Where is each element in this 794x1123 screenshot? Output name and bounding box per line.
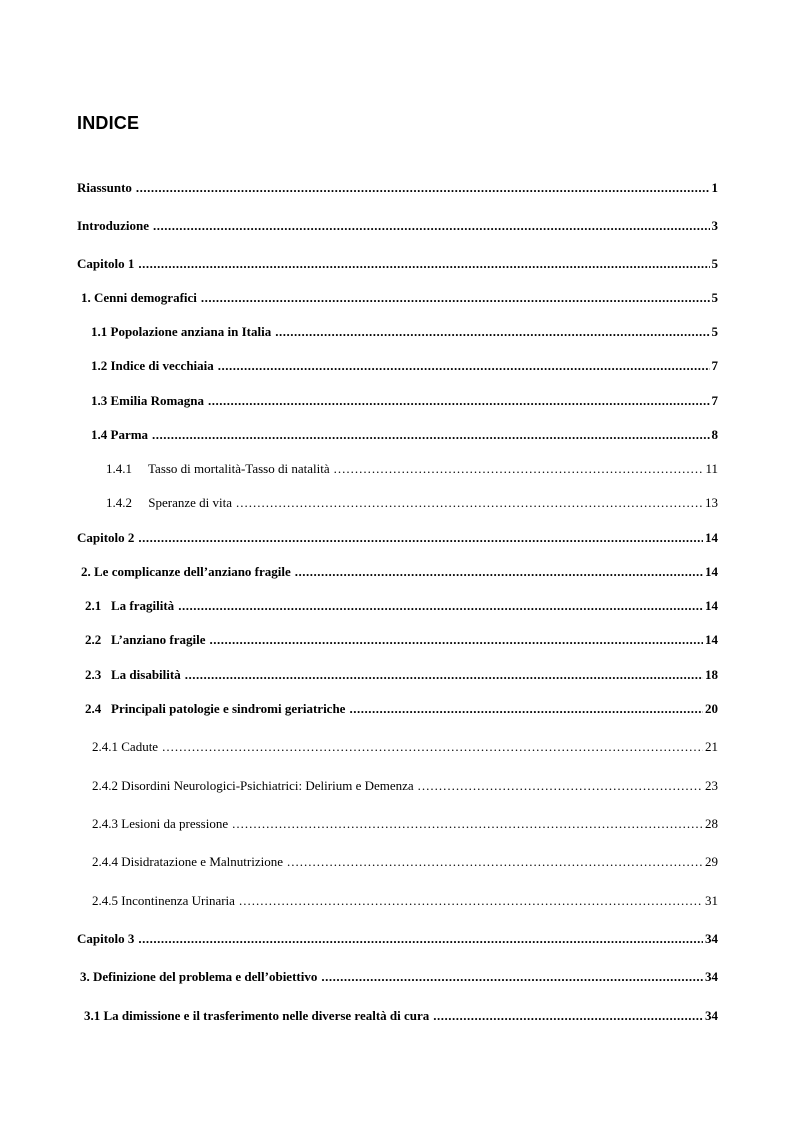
toc-entry-label: 3. Definizione del problema e dell’obiettivo <box>80 969 318 984</box>
toc-entry-cenni-demografici[interactable] <box>81 286 718 306</box>
leader-dots <box>138 256 709 272</box>
toc-entry-page: 34 <box>705 931 718 946</box>
leader-dots <box>239 893 703 909</box>
leader-dots <box>418 778 703 794</box>
toc-entry-dimissione[interactable] <box>84 1004 718 1024</box>
toc-entry-capitolo-2[interactable] <box>77 526 718 546</box>
leader-dots <box>236 495 703 511</box>
leader-dots <box>201 290 710 306</box>
toc-entry-label: 1.3 Emilia Romagna <box>91 393 205 408</box>
toc-entry-label: 2. Le complicanze dell’anziano fragile <box>81 564 291 579</box>
toc-entry-page: 23 <box>705 778 718 793</box>
toc-entry-lesioni[interactable] <box>92 812 718 832</box>
leader-dots <box>275 324 709 340</box>
toc-entry-label: Introduzione <box>77 218 149 233</box>
toc-entry-page: 11 <box>705 461 718 476</box>
toc-entry-introduzione[interactable] <box>77 214 718 234</box>
toc-entry-page: 31 <box>705 893 718 908</box>
toc-entry-label: 2.4.2 Disordini Neurologici-Psichiatrici: Delirium e Demenza <box>92 778 414 793</box>
toc-entry-label: 2.4.5 Incontinenza Urinaria <box>92 893 235 908</box>
leader-dots <box>334 461 704 477</box>
toc-entry-label: 2.3 La disabilità <box>85 667 181 682</box>
toc-entry-label: 1.1 Popolazione anziana in Italia <box>91 324 272 339</box>
toc-entry-page: 29 <box>705 854 718 869</box>
toc-entry-fragilita[interactable] <box>85 594 718 614</box>
leader-dots <box>210 632 704 648</box>
toc-entry-page: 5 <box>711 324 718 339</box>
toc-entry-label: 1.4.2 Speranze di vita <box>106 495 232 510</box>
toc-entry-page: 14 <box>705 598 718 613</box>
leader-dots <box>138 931 703 947</box>
toc-entry-label: Capitolo 2 <box>77 530 135 545</box>
toc-entry-patologie[interactable] <box>85 697 718 717</box>
toc-entry-page: 13 <box>705 495 718 510</box>
toc-entry-label: 3.1 La dimissione e il trasferimento nelle diverse realtà di cura <box>84 1008 430 1023</box>
toc-entry-page: 7 <box>711 393 718 408</box>
toc-entry-disidratazione[interactable] <box>92 850 718 870</box>
leader-dots <box>321 969 703 985</box>
toc-entry-page: 5 <box>711 290 718 305</box>
leader-dots <box>349 701 703 717</box>
leader-dots <box>185 667 703 683</box>
leader-dots <box>138 530 703 546</box>
leader-dots <box>178 598 703 614</box>
leader-dots <box>287 854 703 870</box>
toc-entry-label: 2.1 La fragilità <box>85 598 175 613</box>
toc-entry-page: 14 <box>705 632 718 647</box>
toc-entry-tasso-mortalita[interactable] <box>106 457 718 477</box>
leader-dots <box>152 427 709 443</box>
toc-entry-label: 1.4 Parma <box>91 427 149 442</box>
toc-entry-page: 8 <box>711 427 718 442</box>
toc-entry-page: 14 <box>705 530 718 545</box>
toc-entry-page: 3 <box>711 218 718 233</box>
toc-entry-page: 1 <box>711 180 718 195</box>
toc-entry-label: Riassunto <box>77 180 132 195</box>
toc-entry-incontinenza[interactable] <box>92 889 718 909</box>
leader-dots <box>136 180 710 196</box>
leader-dots <box>433 1008 703 1024</box>
page-title: INDICE <box>77 113 140 133</box>
leader-dots <box>208 393 709 409</box>
toc-entry-popolazione-anziana[interactable] <box>91 320 718 340</box>
leader-dots <box>162 739 703 755</box>
toc-entry-page: 18 <box>705 667 718 682</box>
toc-entry-page: 14 <box>705 564 718 579</box>
toc-entry-page: 28 <box>705 816 718 831</box>
toc-entry-label: 1.2 Indice di vecchiaia <box>91 358 214 373</box>
toc-entry-anziano-fragile[interactable] <box>85 628 718 648</box>
toc-entry-indice-vecchiaia[interactable] <box>91 354 718 374</box>
toc-entry-page: 5 <box>711 256 718 271</box>
leader-dots <box>218 358 710 374</box>
toc-entry-label: 2.4.4 Disidratazione e Malnutrizione <box>92 854 283 869</box>
leader-dots <box>232 816 703 832</box>
toc-entry-page: 7 <box>711 358 718 373</box>
toc-entry-capitolo-3[interactable] <box>77 927 718 947</box>
toc-entry-complicanze[interactable] <box>81 560 718 580</box>
toc-entry-label: 1. Cenni demografici <box>81 290 197 305</box>
leader-dots <box>153 218 710 234</box>
toc-entry-page: 20 <box>705 701 718 716</box>
toc-entry-cadute[interactable] <box>92 735 718 755</box>
leader-dots <box>295 564 703 580</box>
toc-entry-emilia-romagna[interactable] <box>91 389 718 409</box>
toc-entry-definizione-problema[interactable] <box>80 965 718 985</box>
toc-entry-page: 34 <box>705 969 718 984</box>
toc-entry-label: Capitolo 3 <box>77 931 135 946</box>
toc-entry-label: 1.4.1 Tasso di mortalità-Tasso di natalità <box>106 461 330 476</box>
toc-entry-label: 2.4.3 Lesioni da pressione <box>92 816 229 831</box>
toc-entry-parma[interactable] <box>91 423 718 443</box>
toc-entry-disabilita[interactable] <box>85 663 718 683</box>
toc-entry-speranze-vita[interactable] <box>106 491 718 511</box>
toc-entry-page: 34 <box>705 1008 718 1023</box>
toc-entry-label: 2.4 Principali patologie e sindromi geriatriche <box>85 701 346 716</box>
toc-entry-capitolo-1[interactable] <box>77 252 718 272</box>
toc-entry-riassunto[interactable] <box>77 176 718 196</box>
toc-entry-page: 21 <box>705 739 718 754</box>
toc-entry-label: 2.2 L’anziano fragile <box>85 632 206 647</box>
toc-entry-disordini[interactable] <box>92 774 718 794</box>
toc-entry-label: Capitolo 1 <box>77 256 135 271</box>
toc-entry-label: 2.4.1 Cadute <box>92 739 159 754</box>
